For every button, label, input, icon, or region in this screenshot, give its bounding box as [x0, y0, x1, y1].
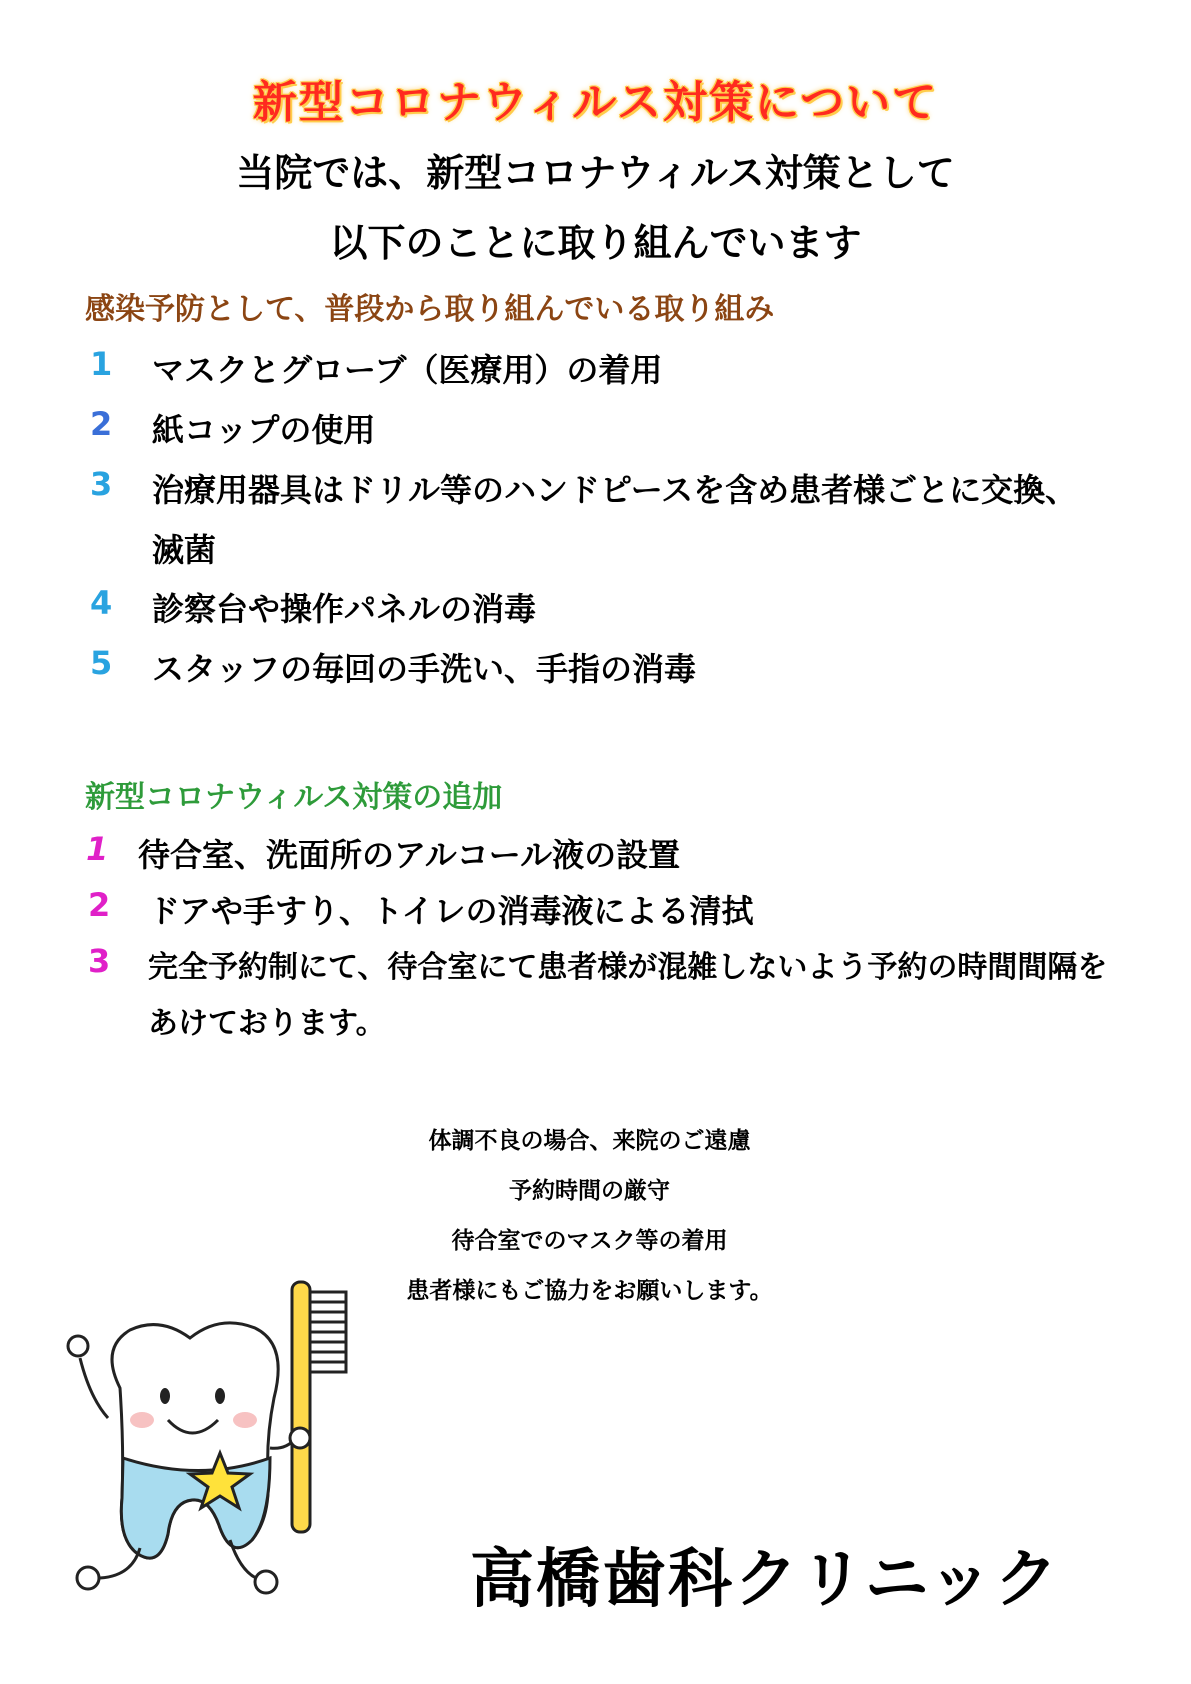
section2-item-text: 待合室、洗面所のアルコール液の設置	[138, 836, 681, 874]
intro-line-2: 以下のことに取り組んでいます	[329, 221, 862, 265]
section1-item-number: 2	[90, 405, 113, 443]
note-line: 患者様にもご協力をお願いします。	[406, 1278, 773, 1304]
section2-item-number: 2	[88, 886, 111, 924]
note-line: 予約時間の厳守	[509, 1178, 670, 1204]
section1-item-text: マスクとグローブ（医療用）の着用	[152, 351, 663, 389]
section2-item-number: 3	[88, 942, 111, 980]
section1-item-text-continued: 滅菌	[152, 531, 217, 569]
section1-item-text: 診察台や操作パネルの消毒	[152, 590, 537, 628]
tooth-mascot-with-toothbrush-icon	[60, 1278, 360, 1608]
note-line: 待合室でのマスク等の着用	[451, 1228, 728, 1254]
section2-item-number: 1	[86, 830, 109, 868]
page-title: 新型コロナウィルス対策について	[252, 77, 939, 128]
section2-item-text: ドアや手すり、トイレの消毒液による清拭	[148, 892, 754, 930]
section2-item-text: 完全予約制にて、待合室にて患者様が混雑しないよう予約の時間間隔を	[148, 950, 1108, 985]
section2-heading: 新型コロナウィルス対策の追加	[85, 780, 503, 815]
section1-item-text: 紙コップの使用	[152, 411, 376, 449]
section1-item-number: 3	[90, 465, 113, 503]
section1-item-number: 1	[90, 345, 113, 383]
section1-item-text: 治療用器具はドリル等のハンドピースを含め患者様ごとに交換、	[152, 471, 1078, 509]
section1-heading: 感染予防として、普段から取り組んでいる取り組み	[85, 292, 775, 327]
intro-line-1: 当院では、新型コロナウィルス対策として	[236, 151, 955, 195]
section1-item-text: スタッフの毎回の手洗い、手指の消毒	[152, 650, 697, 688]
note-line: 体調不良の場合、来院のご遠慮	[428, 1128, 751, 1154]
section1-item-number: 5	[90, 644, 113, 682]
section1-item-number: 4	[90, 584, 113, 622]
clinic-name: 高橋歯科クリニック	[470, 1543, 1061, 1617]
section2-item-text-continued: あけております。	[148, 1006, 386, 1041]
